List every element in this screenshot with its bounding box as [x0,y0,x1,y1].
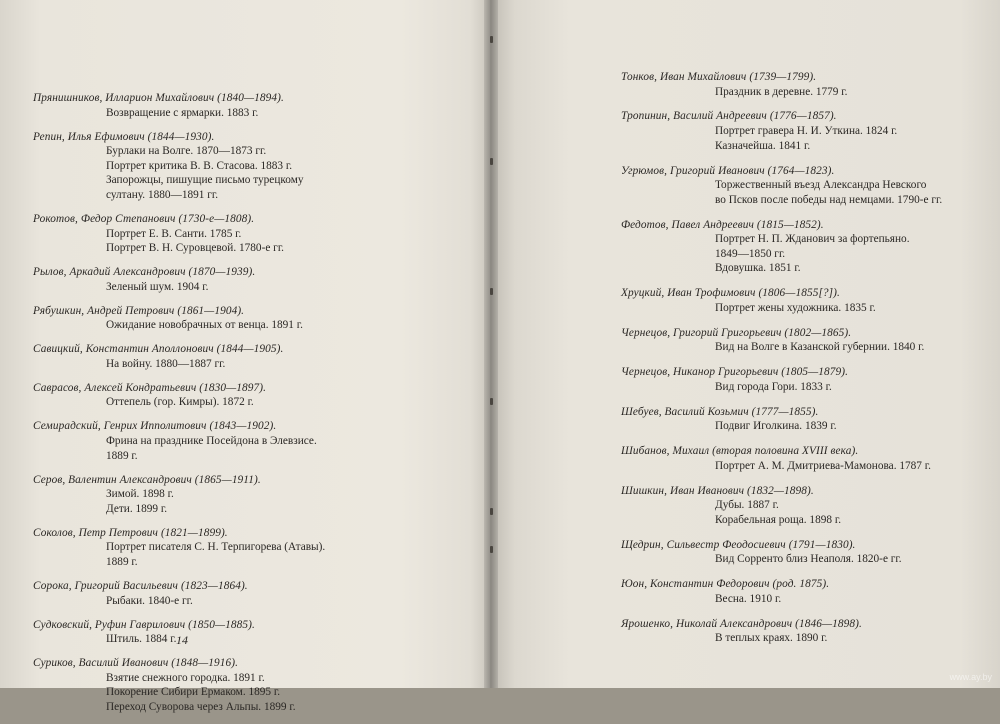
artist-name: Шишкин, Иван Иванович (1832—1898). [621,484,814,497]
artist-entry [621,405,991,434]
artwork-line: Возвращение с ярмарки. 1883 г. [106,106,259,119]
binding-stitch [490,398,493,405]
artist-entry [33,265,473,294]
artwork-line: Праздник в деревне. 1779 г. [715,85,848,98]
artwork-line: Дубы. 1887 г. [715,499,779,512]
artwork-line: 1849—1850 гг. [715,247,786,260]
artwork-line: Портрет жены художника. 1835 г. [715,301,876,314]
artwork-line: Бурлаки на Волге. 1870—1873 гг. [106,145,267,158]
artist-name: Суриков, Василий Иванович (1848—1916). [33,657,239,670]
artist-name: Чернецов, Никанор Григорьевич (1805—1879). [621,366,849,379]
artist-entry [33,656,473,714]
artwork-line: Портрет А. М. Дмитриева-Мамонова. 1787 г. [715,459,931,472]
artwork-line: во Псков после победы над немцами. 1790-е гг. [715,193,943,206]
artist-entry [621,365,991,394]
artwork-line: Портрет В. Н. Суровцевой. 1780-е гг. [106,242,284,255]
artwork-line: 1889 г. [106,449,138,462]
artwork-line: Рыбаки. 1840-е гг. [106,594,193,607]
artist-entry [621,538,991,567]
artist-entry [33,212,473,256]
artwork-line: Оттепель (гор. Кимры). 1872 г. [106,396,254,409]
artist-entry [621,218,991,276]
artist-entry [621,326,991,355]
artist-entry [621,444,991,473]
artist-name: Чернецов, Григорий Григорьевич (1802—1865). [621,326,852,339]
artwork-line: Зимой. 1898 г. [106,488,174,501]
artist-entry [33,419,473,463]
artist-name: Рябушкин, Андрей Петрович (1861—1904). [33,304,245,317]
artist-name: Ярошенко, Николай Александрович (1846—1898). [621,617,862,630]
artist-entry [33,579,473,608]
artist-name: Савицкий, Константин Аполлонович (1844—1905). [33,343,284,356]
artwork-line: 1889 г. [106,555,138,568]
artist-entry [621,484,991,528]
artist-entry [621,286,991,315]
artist-name: Рокотов, Федор Степанович (1730-е—1808). [33,212,255,225]
artist-name: Прянишников, Илларион Михайлович (1840—1894). [33,92,284,104]
artist-entry [33,473,473,517]
artist-entry [33,130,473,203]
artist-entry [33,618,473,647]
artwork-line: Вид города Гори. 1833 г. [715,380,832,393]
artist-entry [621,70,991,99]
right-artist-list [621,70,991,656]
artwork-line: В теплых краях. 1890 г. [715,632,828,645]
artist-name: Тонков, Иван Михайлович (1739—1799). [621,71,817,83]
page-number: 14 [176,633,188,647]
artwork-line: Вдовушка. 1851 г. [715,262,801,275]
artist-name: Серов, Валентин Александрович (1865—1911). [33,473,261,486]
artwork-line: Запорожцы, пишущие письмо турецкому [106,174,304,187]
binding-stitch [490,508,493,515]
artwork-line: Штиль. 1884 г. [106,633,177,646]
artwork-line: Портрет Н. П. Жданович за фортепьяно. [715,233,910,246]
artist-entry [621,617,991,646]
artwork-line: Подвиг Иголкина. 1839 г. [715,420,837,433]
book-gutter [484,0,498,688]
artist-entry [33,526,473,570]
artist-name: Щедрин, Сильвестр Феодосиевич (1791—1830). [621,538,856,551]
watermark: www.ay.by [949,672,992,682]
artist-name: Репин, Илья Ефимович (1844—1930). [33,130,215,143]
artist-entry [621,109,991,153]
binding-stitch [490,36,493,43]
artwork-line: Покорение Сибири Ермаком. 1895 г. [106,686,281,699]
artwork-line: Взятие снежного городка. 1891 г. [106,671,265,684]
artist-name: Судковский, Руфин Гаврилович (1850—1885). [33,618,255,631]
artist-name: Соколов, Петр Петрович (1821—1899). [33,526,228,539]
artwork-line: султану. 1880—1891 гг. [106,188,219,201]
artwork-line: Портрет писателя С. Н. Терпигорева (Атавы). [106,541,326,554]
artwork-line: Портрет гравера Н. И. Уткина. 1824 г. [715,125,898,138]
artist-name: Семирадский, Генрих Ипполитович (1843—1902). [33,420,277,433]
artist-entry [621,164,991,208]
artist-name: Шебуев, Василий Козьмич (1777—1855). [621,405,819,418]
artist-entry [33,91,473,120]
artist-name: Саврасов, Алексей Кондратьевич (1830—1897). [33,381,267,394]
artist-name: Угрюмов, Григорий Иванович (1764—1823). [621,164,835,177]
artwork-line: Переход Суворова через Альпы. 1899 г. [106,700,296,713]
left-artist-list [33,91,473,724]
artist-entry [33,304,473,333]
artist-name: Тропинин, Василий Андреевич (1776—1857). [621,110,837,123]
binding-stitch [490,546,493,553]
binding-stitch [490,288,493,295]
artist-name: Хруцкий, Иван Трофимович (1806—1855[?]). [621,287,840,300]
artist-entry [621,577,991,606]
artist-name: Юон, Константин Федорович (род. 1875). [621,578,830,591]
artwork-line: Портрет Е. В. Санти. 1785 г. [106,227,242,240]
artwork-line: Зеленый шум. 1904 г. [106,280,209,293]
artwork-line: Вид Сорренто близ Неаполя. 1820-е гг. [715,553,902,566]
artwork-line: На войну. 1880—1887 гг. [106,357,226,370]
artist-name: Шибанов, Михаил (вторая половина XVIII века). [621,445,859,458]
artwork-line: Ожидание новобрачных от венца. 1891 г. [106,319,303,332]
artwork-line: Казначейша. 1841 г. [715,139,811,152]
artwork-line: Портрет критика В. В. Стасова. 1883 г. [106,159,293,172]
artwork-line: Фрина на празднике Посейдона в Элевзисе. [106,435,317,448]
artwork-line: Весна. 1910 г. [715,592,782,605]
artwork-line: Корабельная роща. 1898 г. [715,513,842,526]
artist-name: Рылов, Аркадий Александрович (1870—1939). [33,266,256,279]
artist-entry [33,381,473,410]
binding-stitch [490,158,493,165]
artwork-line: Дети. 1899 г. [106,502,168,515]
artist-name: Федотов, Павел Андреевич (1815—1852). [621,218,824,231]
artwork-line: Торжественный въезд Александра Невского [715,179,927,192]
artist-name: Сорока, Григорий Васильевич (1823—1864). [33,579,248,592]
artwork-line: Вид на Волге в Казанской губернии. 1840 г. [715,341,925,354]
artist-entry [33,342,473,371]
